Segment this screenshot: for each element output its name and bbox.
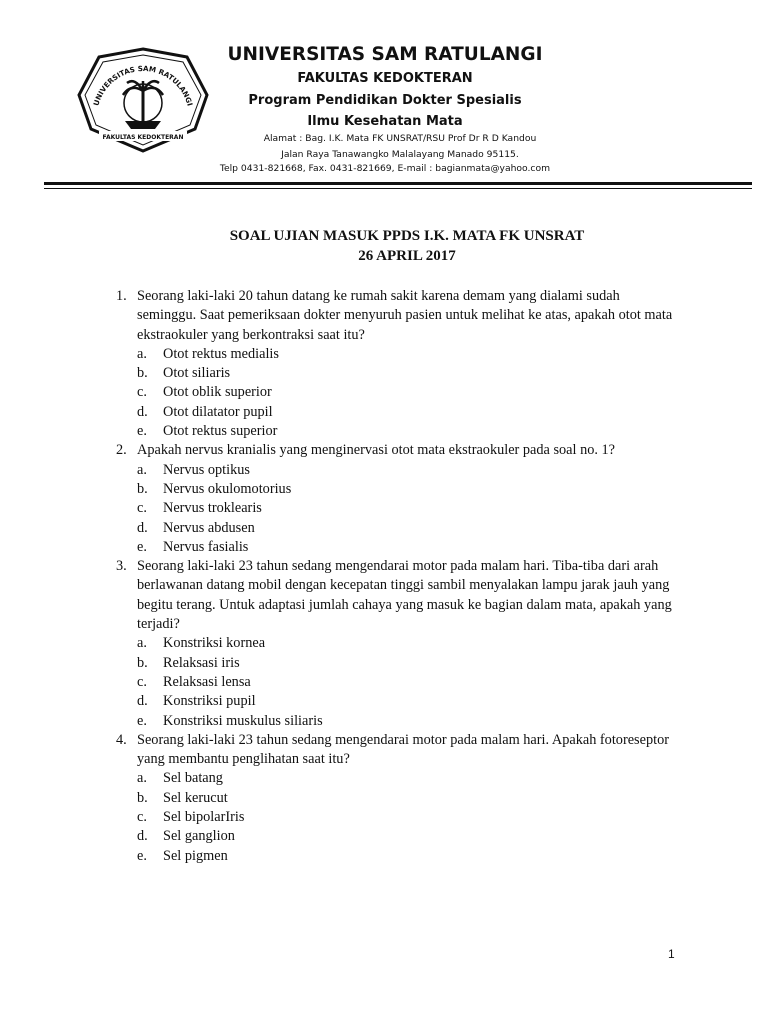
option-text: Konstriksi pupil xyxy=(163,693,256,710)
option-b xyxy=(137,480,681,499)
option-c xyxy=(137,673,681,692)
university-name: UNIVERSITAS SAM RATULANGI xyxy=(227,44,543,65)
question-text: Seorang laki-laki 23 tahun sedang mengendarai motor pada malam hari. Tiba-tiba dari arah berlawanan datang mobil dengan kecepatan tinggi sambil menyalakan lampu jarak jauh yang begitu terang. Untuk adaptasi jumlah cahaya yang masuk ke bagian dalam mata, apakah yang terjadi? xyxy=(137,558,672,633)
option-text: Nervus optikus xyxy=(163,461,250,478)
letterhead-rule-thin xyxy=(44,188,752,189)
option-a xyxy=(137,634,681,653)
option-text: Sel bipolarIris xyxy=(163,809,245,826)
option-letter: e. xyxy=(137,423,147,440)
question-4 xyxy=(116,731,681,866)
option-e xyxy=(137,712,681,731)
question-1 xyxy=(116,287,681,441)
question-2 xyxy=(116,441,681,557)
palm-tree-icon xyxy=(123,81,163,129)
option-letter: c. xyxy=(137,384,147,401)
option-text: Konstriksi muskulus siliaris xyxy=(163,712,323,729)
option-letter: d. xyxy=(137,403,148,420)
question-3 xyxy=(116,557,681,731)
option-letter: b. xyxy=(137,789,148,806)
option-c xyxy=(137,499,681,518)
option-text: Otot siliaris xyxy=(163,365,231,382)
question-number: 3. xyxy=(116,558,127,575)
option-letter: d. xyxy=(137,693,148,710)
option-text: Otot rektus superior xyxy=(163,423,278,440)
option-text: Nervus fasialis xyxy=(163,538,249,555)
option-text: Otot dilatator pupil xyxy=(163,403,273,420)
option-text: Nervus troklearis xyxy=(163,500,262,517)
option-text: Nervus okulomotorius xyxy=(163,480,292,497)
option-c xyxy=(137,808,681,827)
question-number: 2. xyxy=(116,442,127,459)
option-d xyxy=(137,403,681,422)
option-letter: c. xyxy=(137,500,147,517)
exam-date: 26 APRIL 2017 xyxy=(358,248,456,264)
option-letter: c. xyxy=(137,809,147,826)
option-letter: a. xyxy=(137,461,147,478)
option-c xyxy=(137,383,681,402)
option-letter: b. xyxy=(137,654,148,671)
option-text: Relaksasi lensa xyxy=(163,673,251,690)
question-text: Seorang laki-laki 20 tahun datang ke rumah sakit karena demam yang dialami sudah seminggu. Saat pemeriksaan dokter menyuruh pasien untuk melihat ke atas, apakah otot mata ekstraokuler yang berkontraksi saat itu? xyxy=(137,288,673,343)
option-letter: a. xyxy=(137,635,147,652)
option-letter: e. xyxy=(137,538,147,555)
option-letter: e. xyxy=(137,712,147,729)
option-d xyxy=(137,519,681,538)
option-letter: c. xyxy=(137,673,147,690)
option-a xyxy=(137,769,681,788)
option-b xyxy=(137,654,681,673)
option-e xyxy=(137,422,681,441)
option-letter: e. xyxy=(137,847,147,864)
option-text: Relaksasi iris xyxy=(163,654,240,671)
option-text: Nervus abdusen xyxy=(163,519,255,536)
department-name: Ilmu Kesehatan Mata xyxy=(307,114,463,129)
option-a xyxy=(137,345,681,364)
option-b xyxy=(137,364,681,383)
option-text: Sel ganglion xyxy=(163,828,235,845)
program-name: Program Pendidikan Dokter Spesialis xyxy=(248,93,522,108)
option-letter: b. xyxy=(137,480,148,497)
option-letter: b. xyxy=(137,365,148,382)
option-text: Sel kerucut xyxy=(163,789,228,806)
option-letter: d. xyxy=(137,519,148,536)
option-text: Otot rektus medialis xyxy=(163,345,279,362)
option-text: Sel batang xyxy=(163,770,223,787)
option-letter: d. xyxy=(137,828,148,845)
option-b xyxy=(137,789,681,808)
letterhead-rule-thick xyxy=(44,182,752,185)
option-a xyxy=(137,461,681,480)
question-text: Seorang laki-laki 23 tahun sedang mengendarai motor pada malam hari. Apakah fotoreseptor yang membantu penglihatan saat itu? xyxy=(137,731,669,768)
contact-line: Telp 0431-821668, Fax. 0431-821669, E-mail : bagianmata@yahoo.com xyxy=(219,163,551,174)
question-list xyxy=(116,287,681,866)
question-text: Apakah nervus kranialis yang menginervasi otot mata ekstraokuler pada soal no. 1? xyxy=(137,442,616,459)
option-d xyxy=(137,827,681,846)
option-text: Sel pigmen xyxy=(163,847,228,864)
logo-arc-text: UNIVERSITAS SAM RATULANGI xyxy=(91,63,195,107)
option-e xyxy=(137,847,681,866)
question-number: 4. xyxy=(116,731,127,748)
option-letter: a. xyxy=(137,345,147,362)
option-e xyxy=(137,538,681,557)
exam-title: SOAL UJIAN MASUK PPDS I.K. MATA FK UNSRAT xyxy=(229,228,585,244)
question-number: 1. xyxy=(116,288,127,304)
option-letter: a. xyxy=(137,770,147,787)
logo-bottom-text: FAKULTAS KEDOKTERAN xyxy=(102,134,184,141)
option-d xyxy=(137,692,681,711)
option-text: Otot oblik superior xyxy=(163,384,272,401)
option-text: Konstriksi kornea xyxy=(163,635,266,652)
address-line-1: Alamat : Bag. I.K. Mata FK UNSRAT/RSU Prof Dr R D Kandou xyxy=(263,133,537,144)
address-line-2: Jalan Raya Tanawangko Malalayang Manado 95115. xyxy=(281,149,519,160)
faculty-name: FAKULTAS KEDOKTERAN xyxy=(297,71,473,86)
page-number: 1 xyxy=(668,947,675,961)
